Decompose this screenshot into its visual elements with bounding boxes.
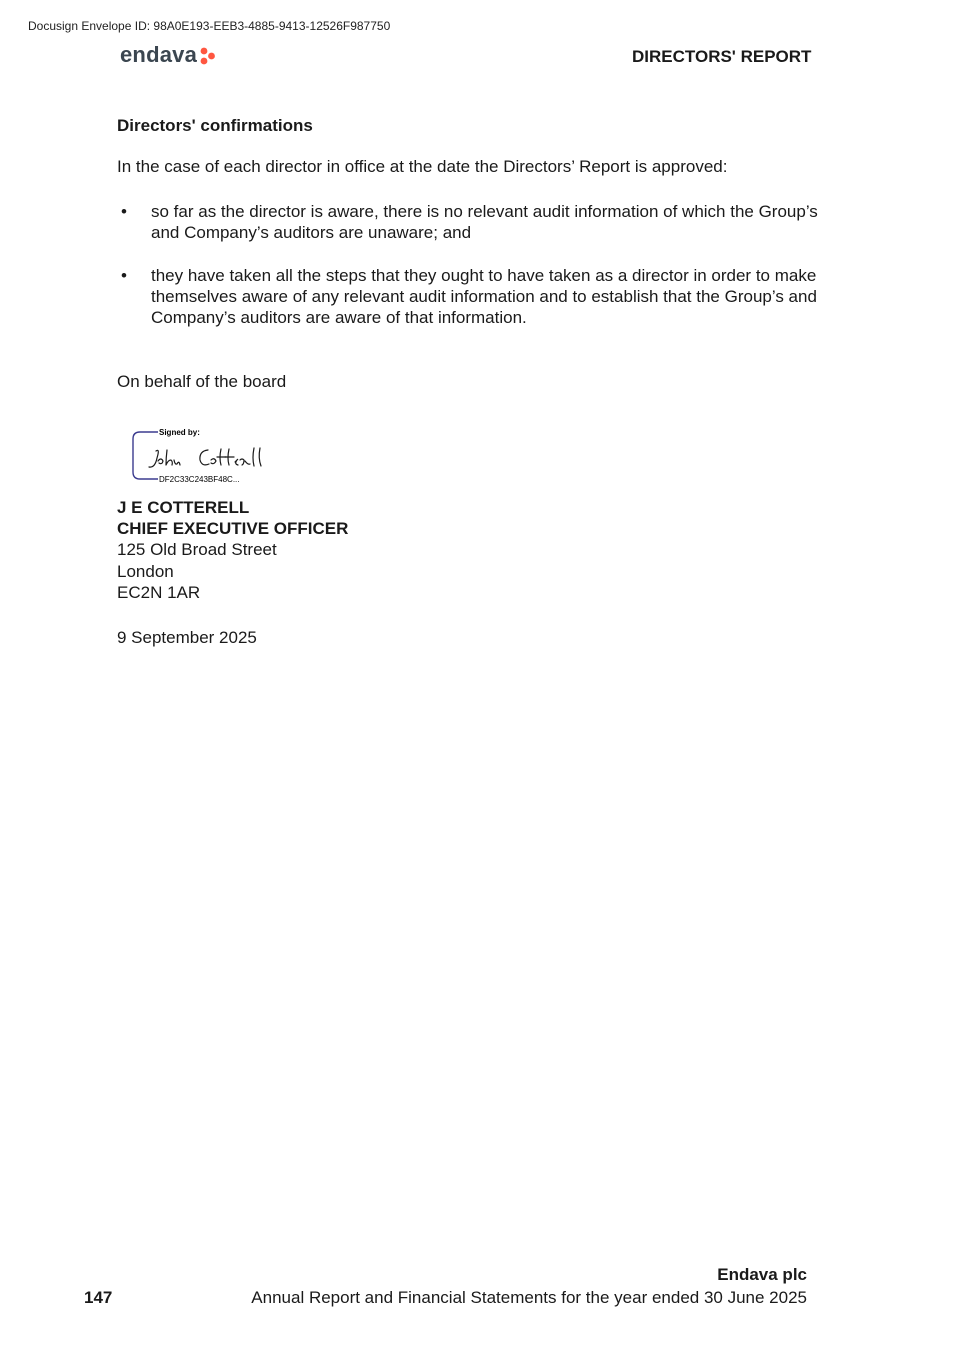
footer-company: Endava plc: [717, 1265, 807, 1284]
endava-logo: [120, 42, 216, 68]
logo-text: endava: [120, 42, 198, 67]
bullet-text: [151, 265, 857, 328]
bullet-line: they have taken all the steps that they ought to have taken as a director in order to make: [151, 266, 817, 285]
signature-handwriting: John Cotterell: [166, 453, 266, 469]
signatory-name: J E COTTERELL: [117, 498, 250, 517]
signature-date: 9 September 2025: [117, 628, 257, 647]
bullet-line: Company’s auditors are aware of that information.: [151, 308, 527, 327]
bullet-text: [151, 201, 857, 243]
page-number: 147: [84, 1288, 113, 1307]
bullet-line: themselves aware of any relevant audit information and to establish that the Group’s and: [151, 287, 817, 306]
bullet-line: and Company’s auditors are unaware; and: [151, 223, 472, 242]
signer-id: DF2C33C243BF48C...: [159, 475, 240, 484]
on-behalf-text: On behalf of the board: [117, 372, 287, 391]
signatory-title: CHIEF EXECUTIVE OFFICER: [117, 519, 349, 539]
report-title: DIRECTORS' REPORT: [632, 47, 812, 66]
envelope-id: Docusign Envelope ID: 98A0E193-EEB3-4885-9413-12526F987750: [28, 19, 391, 33]
signed-by-label: Signed by:: [159, 428, 200, 437]
section-heading: Directors' confirmations: [117, 116, 313, 135]
intro-paragraph: In the case of each director in office at the date the Directors’ Report is approved:: [117, 157, 728, 176]
address-line: EC2N 1AR: [117, 582, 201, 602]
bullet-item: [117, 265, 857, 328]
address-line: London: [117, 561, 174, 581]
address-line: 125 Old Broad Street: [117, 540, 277, 560]
bullet-line: so far as the director is aware, there is no relevant audit information of which the Group’s: [151, 202, 818, 221]
signatory-block: [117, 497, 348, 603]
endava-dots-icon: [200, 47, 216, 65]
signature-block: [130, 424, 280, 486]
bullet-marker: •: [121, 266, 127, 285]
footer-caption: Annual Report and Financial Statements for the year ended 30 June 2025: [251, 1288, 807, 1307]
signature-frame: [133, 432, 158, 479]
bullet-marker: •: [121, 202, 127, 221]
bullet-item: [117, 201, 857, 243]
